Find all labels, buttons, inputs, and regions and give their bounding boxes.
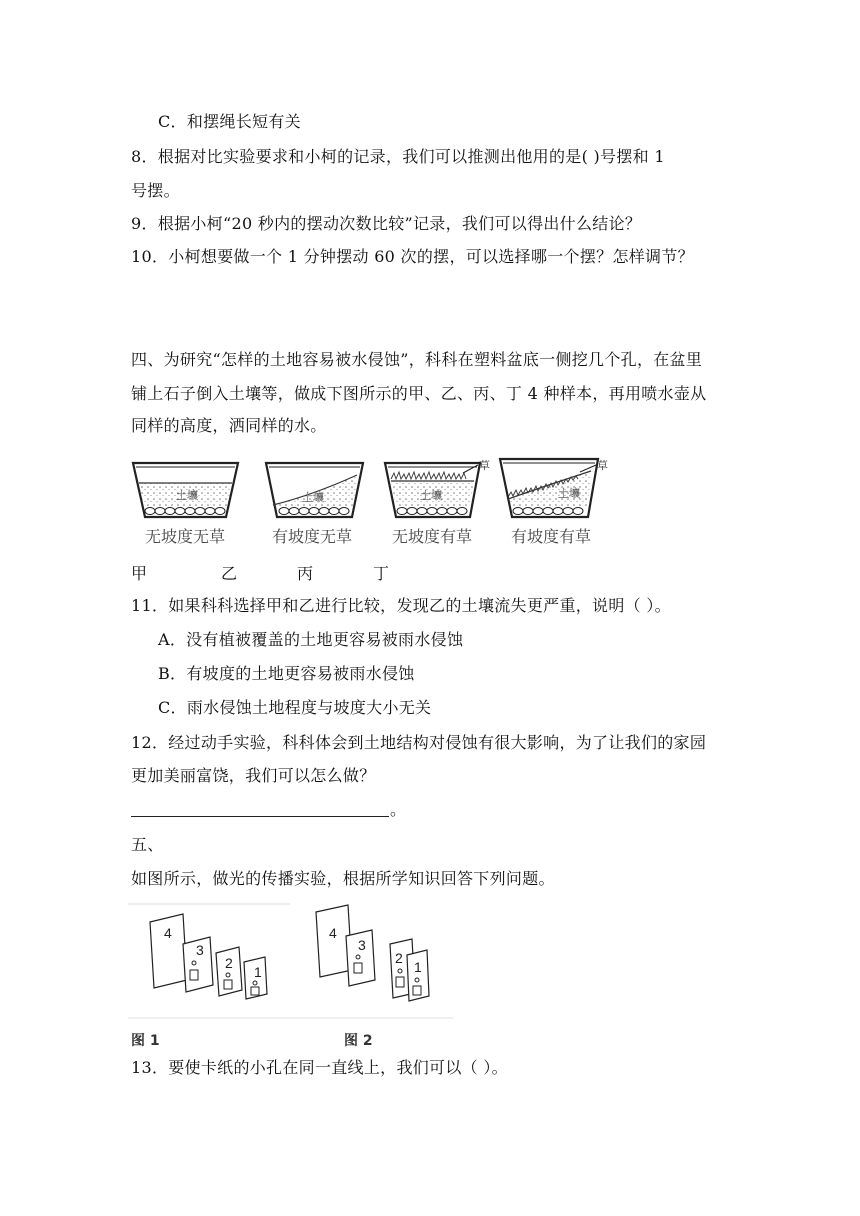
soil-label-3: 土壤 bbox=[420, 489, 442, 502]
option-11-c: C．雨水侵蚀土地程度与坡度大小无关 bbox=[158, 698, 432, 717]
section-5-description: 如图所示，做光的传播实验，根据所学知识回答下列问题。 bbox=[131, 869, 555, 888]
soil-sample-ding bbox=[500, 458, 608, 546]
letter-bing: 丙 bbox=[297, 564, 314, 583]
soil-sample-bing bbox=[385, 458, 490, 546]
letter-ding: 丁 bbox=[373, 564, 390, 583]
question-12-line1: 12．经过动手实验，科科体会到土地结构对侵蚀有很大影响，为了让我们的家园 bbox=[131, 733, 707, 752]
fig1-card-label-4: 4 bbox=[164, 925, 172, 941]
question-10: 10．小柯想要做一个 1 分钟摆动 60 次的摆，可以选择哪一个摆？怎样调节？ bbox=[131, 247, 694, 266]
fig2-card-label-1: 1 bbox=[414, 959, 422, 975]
figure-1-caption: 图 1 bbox=[131, 1033, 160, 1049]
caption-4: 有坡度有草 bbox=[511, 529, 592, 546]
question-11: 11．如果科科选择甲和乙进行比较，发现乙的土壤流失更严重，说明（ ）。 bbox=[131, 596, 671, 615]
caption-1: 无坡度无草 bbox=[145, 529, 226, 546]
section-4-line1: 四、为研究“怎样的土地容易被水侵蚀”，科科在塑料盆底一侧挖几个孔，在盆里 bbox=[131, 350, 703, 369]
figure-2-cards bbox=[316, 905, 429, 1001]
question-8-line2: 号摆。 bbox=[131, 181, 180, 200]
question-13: 13．要使卡纸的小孔在同一直线上，我们可以（ ）。 bbox=[131, 1058, 508, 1077]
option-11-a: A．没有植被覆盖的土地更容易被雨水侵蚀 bbox=[158, 630, 464, 649]
soil-erosion-figure bbox=[128, 455, 618, 555]
fig2-card-label-2: 2 bbox=[395, 950, 403, 966]
answer-blank-line bbox=[131, 816, 389, 817]
soil-label-1: 土壤 bbox=[176, 489, 198, 502]
fig1-card-label-3: 3 bbox=[196, 942, 204, 958]
caption-2: 有坡度无草 bbox=[272, 529, 353, 546]
grass-label-4: 草 bbox=[597, 459, 608, 472]
question-8-line1: 8．根据对比实验要求和小柯的记录，我们可以推测出他用的是( )号摆和 1 bbox=[131, 147, 665, 166]
caption-3: 无坡度有草 bbox=[392, 529, 473, 546]
section-4-line2: 铺上石子倒入土壤等，做成下图所示的甲、乙、丙、丁 4 种样本，再用喷水壶从 bbox=[131, 384, 707, 403]
soil-label-2: 土壤 bbox=[302, 491, 324, 504]
light-experiment-figure bbox=[128, 900, 458, 1025]
soil-label-4: 土壤 bbox=[558, 487, 580, 500]
answer-end-period: 。 bbox=[390, 800, 407, 819]
question-9: 9．根据小柯“20 秒内的摆动次数比较”记录，我们可以得出什么结论？ bbox=[131, 214, 642, 233]
section-5-heading: 五、 bbox=[131, 835, 164, 854]
fig2-card-label-4: 4 bbox=[329, 925, 337, 941]
fig2-card-label-3: 3 bbox=[358, 937, 366, 953]
soil-sample-jia bbox=[133, 463, 238, 546]
section-4-line3: 同样的高度，洒同样的水。 bbox=[131, 416, 327, 435]
fig1-card-label-2: 2 bbox=[225, 955, 233, 971]
option-11-b: B．有坡度的土地更容易被雨水侵蚀 bbox=[158, 664, 415, 683]
option-c-prev: C．和摆绳长短有关 bbox=[158, 112, 301, 131]
letter-yi: 乙 bbox=[221, 564, 238, 583]
fig1-card-label-1: 1 bbox=[254, 964, 262, 980]
figure-2-caption: 图 2 bbox=[344, 1033, 373, 1049]
grass-label-3: 草 bbox=[479, 459, 490, 472]
letter-jia: 甲 bbox=[131, 564, 148, 583]
question-12-line2: 更加美丽富饶，我们可以怎么做？ bbox=[131, 766, 376, 785]
soil-sample-yi bbox=[266, 463, 363, 546]
